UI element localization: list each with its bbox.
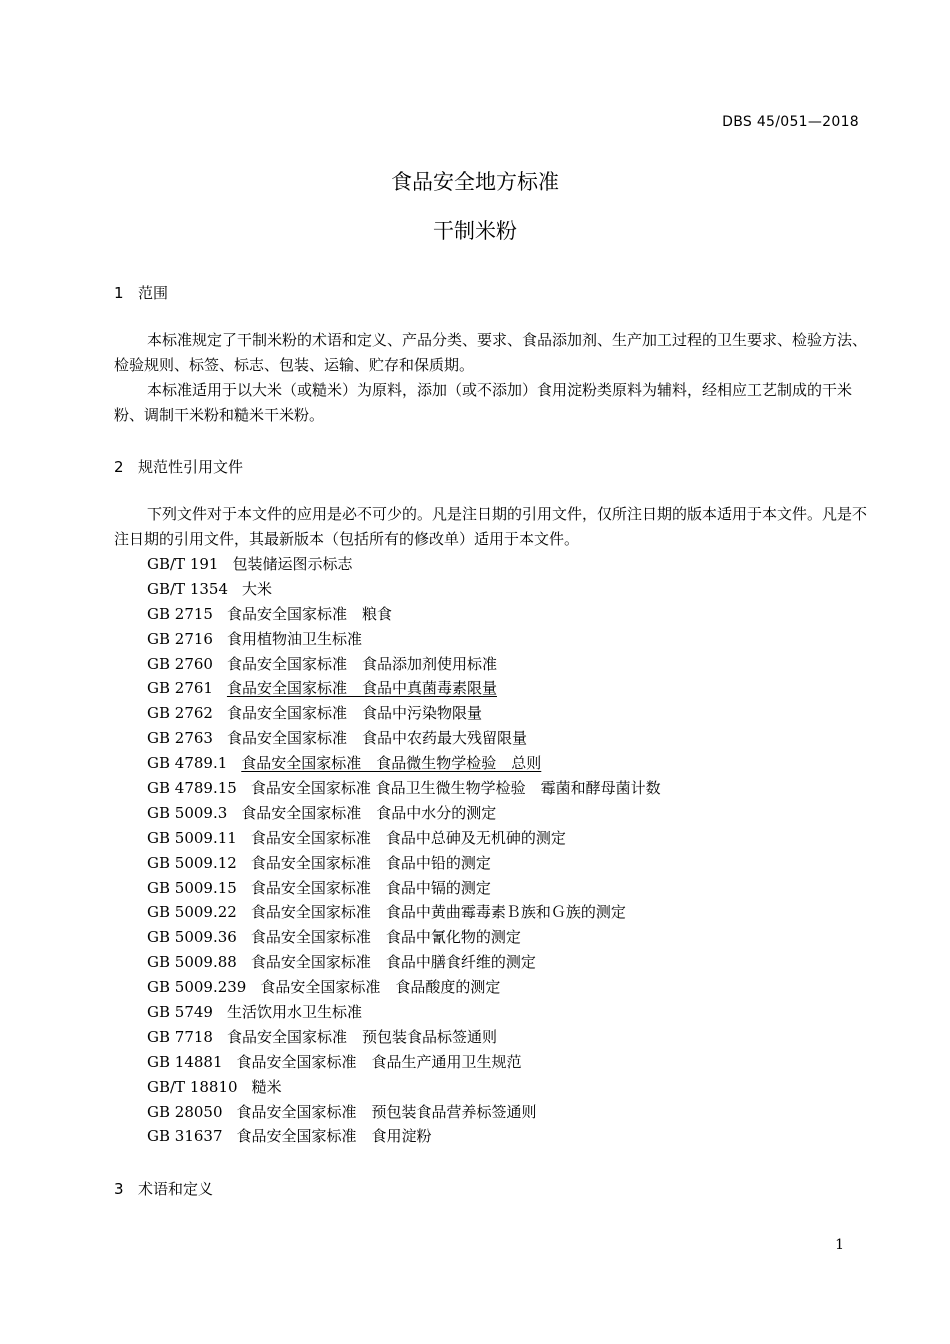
reference-item xyxy=(147,975,661,1000)
reference-item xyxy=(147,876,661,901)
reference-code: GB 5009.239 xyxy=(147,978,247,997)
reference-title: 食品安全国家标准 食品中铅的测定 xyxy=(250,853,491,872)
reference-title: 食品安全国家标准 食品中氰化物的测定 xyxy=(250,928,521,947)
reference-code: GB 5009.15 xyxy=(147,878,237,897)
reference-code: GB 5009.22 xyxy=(147,903,237,922)
reference-title: 食品安全国家标准 粮食 xyxy=(226,604,392,623)
section-title: 术语和定义 xyxy=(138,1180,214,1198)
reference-item xyxy=(147,1000,661,1025)
page-number: 1 xyxy=(835,1237,844,1253)
reference-item xyxy=(147,726,661,751)
reference-code: GB 2763 xyxy=(147,729,213,748)
reference-code: GB 2762 xyxy=(147,704,213,723)
reference-item xyxy=(147,851,661,876)
reference-title: 食品安全国家标准 食品中污染物限量 xyxy=(226,704,482,723)
reference-item xyxy=(147,1100,661,1125)
reference-code: GB 2715 xyxy=(147,604,213,623)
reference-title: 食品安全国家标准 食品中水分的测定 xyxy=(241,803,497,822)
reference-title: 大米 xyxy=(242,579,273,598)
reference-item xyxy=(147,801,661,826)
reference-title: 食品安全国家标准 食品酸度的测定 xyxy=(260,978,501,997)
reference-item xyxy=(147,1025,661,1050)
reference-item xyxy=(147,552,661,577)
section-number: 1 xyxy=(114,284,124,302)
section-heading-terms xyxy=(114,1178,213,1199)
scope-paragraph-2: 本标准适用于以大米（或糙米）为原料，添加（或不添加）食用淀粉类原料为辅料，经相应工艺制成的干米粉、调制干米粉和糙米干米粉。 xyxy=(114,381,853,424)
reference-title: 食用植物油卫生标准 xyxy=(226,629,362,648)
reference-item xyxy=(147,577,661,602)
document-title: 食品安全地方标准 xyxy=(391,170,559,194)
reference-code: GB 5009.3 xyxy=(147,803,228,822)
reference-title: 食品安全国家标准 食品中镉的测定 xyxy=(250,878,491,897)
reference-item xyxy=(147,751,661,776)
reference-code: GB 2760 xyxy=(147,654,213,673)
reference-title: 食品安全国家标准 食品添加剂使用标准 xyxy=(226,654,497,673)
section-title: 范围 xyxy=(138,284,169,302)
reference-code: GB 28050 xyxy=(147,1102,223,1121)
reference-code: GB 2716 xyxy=(147,629,213,648)
reference-title: 食品安全国家标准 食品中真菌毒素限量 xyxy=(226,679,497,698)
reference-item xyxy=(147,900,661,925)
reference-item xyxy=(147,950,661,975)
reference-item xyxy=(147,1075,661,1100)
reference-code: GB/T 18810 xyxy=(147,1077,238,1096)
reference-item xyxy=(147,1124,661,1149)
reference-code: GB 14881 xyxy=(147,1052,223,1071)
reference-item xyxy=(147,826,661,851)
reference-code: GB/T 1354 xyxy=(147,579,229,598)
reference-title: 生活饮用水卫生标准 xyxy=(226,1003,362,1022)
reference-code: GB 5009.12 xyxy=(147,853,237,872)
reference-item xyxy=(147,602,661,627)
reference-item xyxy=(147,627,661,652)
scope-paragraph-1: 本标准规定了干制米粉的术语和定义、产品分类、要求、食品添加剂、生产加工过程的卫生要求、检验方法、检验规则、标签、标志、包装、运输、贮存和保质期。 xyxy=(114,331,868,374)
reference-title: 食品安全国家标准 食品卫生微生物学检验 霉菌和酵母菌计数 xyxy=(250,779,661,798)
reference-code: GB/T 191 xyxy=(147,555,219,573)
reference-item xyxy=(147,925,661,950)
reference-item xyxy=(147,701,661,726)
reference-item xyxy=(147,652,661,677)
reference-item xyxy=(147,1050,661,1075)
reference-code: GB 5009.36 xyxy=(147,928,237,947)
section-title: 规范性引用文件 xyxy=(138,458,244,476)
reference-code: GB 31637 xyxy=(147,1127,223,1146)
reference-title: 糙米 xyxy=(251,1077,282,1096)
reference-code: GB 5009.11 xyxy=(147,828,237,847)
section-heading-references xyxy=(114,456,243,477)
reference-title: 食品安全国家标准 食品生产通用卫生规范 xyxy=(236,1052,522,1071)
reference-title: 食品安全国家标准 预包装食品标签通则 xyxy=(226,1027,497,1046)
document-subtitle: 干制米粉 xyxy=(433,219,517,243)
reference-list xyxy=(147,552,661,1149)
reference-title: 食品安全国家标准 食用淀粉 xyxy=(236,1127,432,1146)
reference-item xyxy=(147,676,661,701)
references-intro-paragraph: 下列文件对于本文件的应用是必不可少的。凡是注日期的引用文件，仅所注日期的版本适用于本文件。凡是不注日期的引用文件，其最新版本（包括所有的修改单）适用于本文件。 xyxy=(114,505,868,548)
reference-title: 包装储运图示标志 xyxy=(232,555,353,573)
reference-title: 食品安全国家标准 预包装食品营养标签通则 xyxy=(236,1102,537,1121)
reference-title: 食品安全国家标准 食品中总砷及无机砷的测定 xyxy=(250,828,566,847)
reference-code: GB 4789.1 xyxy=(147,754,228,773)
reference-title: 食品安全国家标准 食品中黄曲霉毒素Ｂ族和Ｇ族的测定 xyxy=(250,903,626,922)
reference-code: GB 5749 xyxy=(147,1003,213,1022)
section-number: 3 xyxy=(114,1180,124,1198)
standard-code: DBS 45/051—2018 xyxy=(722,114,859,130)
reference-code: GB 2761 xyxy=(147,679,213,698)
reference-title: 食品安全国家标准 食品中膳食纤维的测定 xyxy=(250,953,536,972)
reference-code: GB 7718 xyxy=(147,1027,213,1046)
reference-code: GB 5009.88 xyxy=(147,953,237,972)
reference-code: GB 4789.15 xyxy=(147,779,237,798)
section-number: 2 xyxy=(114,458,124,476)
reference-title: 食品安全国家标准 食品微生物学检验 总则 xyxy=(241,754,542,773)
reference-title: 食品安全国家标准 食品中农药最大残留限量 xyxy=(226,729,527,748)
reference-item xyxy=(147,776,661,801)
section-heading-scope xyxy=(114,282,168,303)
